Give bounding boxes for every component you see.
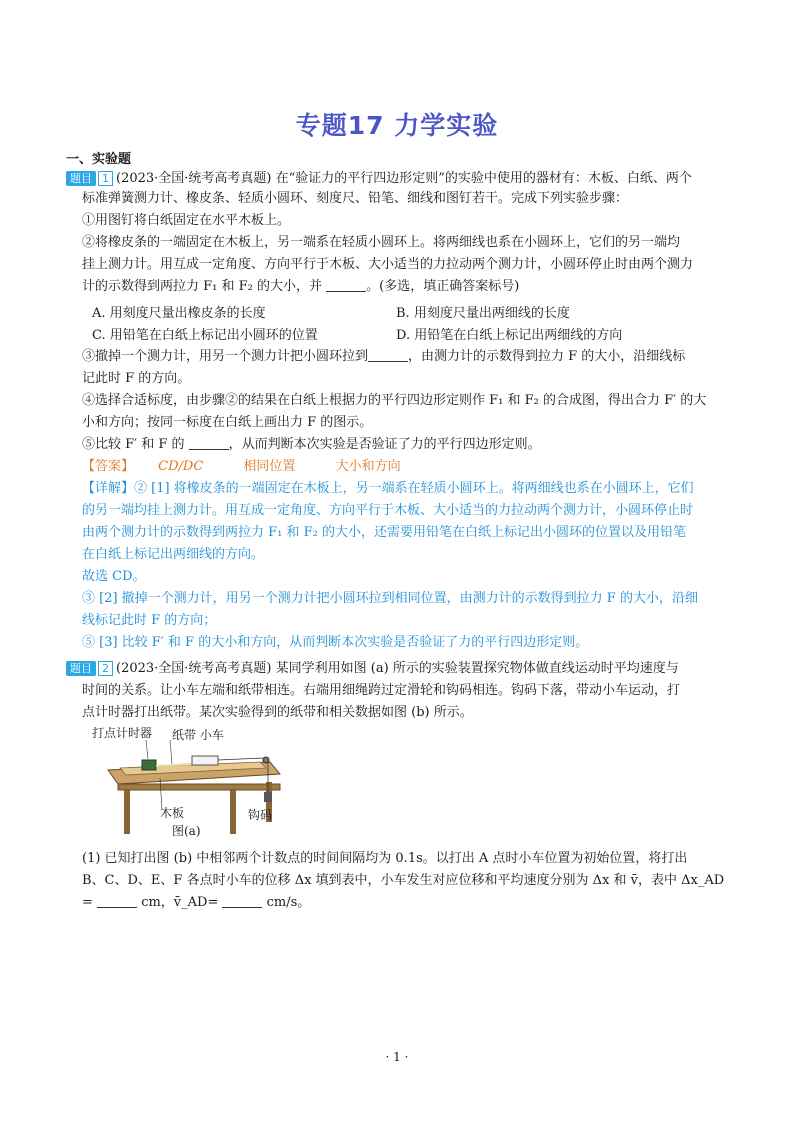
- q2-sub-3: = cm，v̄_AD= cm/s。: [82, 895, 311, 910]
- q1-line-2: 标准弹簧测力计、橡皮条、轻质小圆环、刻度尺、铅笔、细线和图钉若干。完成下列实验步骤：: [82, 191, 629, 206]
- option-c: C. 用铅笔在白纸上标记出小圆环的位置: [92, 328, 318, 343]
- answer-blank[interactable]: [326, 279, 366, 292]
- answer-blank[interactable]: [189, 437, 229, 450]
- detail-line-4: 在白纸上标记出两细线的方向。: [82, 547, 265, 562]
- detail-line-8: ⑤ [3] 比较 F′ 和 F 的大小和方向，从而判断本次实验是否验证了力的平行四边形定则。: [82, 635, 589, 650]
- q1-step-3: ③撤掉一个测力计，用另一个测力计把小圆环拉到 ，由测力计的示数得到拉力 F 的大小，沿细线标: [82, 349, 686, 364]
- q1-step-5: ⑤比较 F′ 和 F 的 ，从而判断本次实验是否验证了力的平行四边形定则。: [82, 437, 541, 452]
- answer-blank[interactable]: [97, 895, 137, 908]
- figure-a: [92, 722, 290, 840]
- option-b: B. 用刻度尺量出两细线的长度: [396, 306, 570, 321]
- q2-line-3: 点计时器打出纸带。某次实验得到的纸带和相关数据如图 (b) 所示。: [82, 705, 473, 720]
- detail-line-3: 由两个测力计的示数得到两拉力 F₁ 和 F₂ 的大小，还需要用铅笔在白纸上标记出小圆环的位置以及用铅笔: [82, 525, 686, 540]
- option-a: A. 用刻度尺量出橡皮条的长度: [92, 306, 266, 321]
- q2-text: (2023·全国·统考高考真题) 某同学利用如图 (a) 所示的实验装置探究物体做直线运动时平均速度与: [116, 661, 679, 676]
- q1-step-3-cont: 记此时 F 的方向。: [82, 371, 191, 386]
- question-number: 1: [98, 171, 113, 186]
- figure-caption: 图(a): [172, 824, 201, 838]
- detail-line-2: 的另一端均挂上测力计。用互成一定角度、方向平行于木板、大小适当的力拉动两个测力计，小圆环停止时: [82, 503, 694, 518]
- label-timer: 打点计时器: [92, 726, 153, 740]
- question-tag: 题目: [66, 661, 96, 676]
- label-weight: 钩码: [248, 808, 273, 822]
- q2-sub-1: (1) 已知打出图 (b) 中相邻两个计数点的时间间隔均为 0.1s。以打出 A 点时小车位置为初始位置，将打出: [82, 851, 688, 866]
- answer-blank[interactable]: [368, 349, 408, 362]
- q1-line-1: [66, 170, 692, 188]
- q1-step-2-end: 计的示数得到两拉力 F₁ 和 F₂ 的大小，并 。(多选，填正确答案标号): [82, 279, 520, 294]
- page-number: · 1 ·: [385, 1050, 409, 1064]
- detail-line-7: 线标记此时 F 的方向；: [82, 613, 217, 628]
- q2-line-2: 时间的关系。让小车左端和纸带相连。右端用细绳跨过定滑轮和钩码相连。钩码下落，带动小车运动，打: [82, 683, 681, 698]
- q1-step-2: ②将橡皮条的一端固定在木板上，另一端系在轻质小圆环上。将两细线也系在小圆环上，它们的另一端均: [82, 235, 681, 250]
- q1-step-4: ④选择合适标度，由步骤②的结果在白纸上根据力的平行四边形定则作 F₁ 和 F₂ 的合成图，得出合力 F′ 的大: [82, 393, 707, 408]
- answer-line: [82, 458, 401, 476]
- question-number: 2: [98, 661, 113, 676]
- q1-step-1: ①用图钉将白纸固定在水平木板上。: [82, 213, 291, 228]
- detail-line-1: 【详解】② [1] 将橡皮条的一端固定在木板上，另一端系在轻质小圆环上。将两细线也系在小圆环上，它们: [82, 481, 694, 496]
- page-title: 专题17 力学实验: [295, 111, 499, 140]
- detail-line-5: 故选 CD。: [82, 569, 146, 584]
- answer-1: CD/DC: [158, 459, 204, 474]
- q1-step-2-cont: 挂上测力计。用互成一定角度、方向平行于木板、大小适当的力拉动两个测力计，小圆环停止时由两个测力: [82, 257, 694, 272]
- answer-blank[interactable]: [222, 895, 262, 908]
- q2-line-1: [66, 660, 679, 678]
- label-board: 木板: [160, 806, 185, 820]
- answer-3: 大小和方向: [335, 459, 401, 474]
- q2-sub-2: B、C、D、E、F 各点时小车的位移 Δx 填到表中，小车发生对应位移和平均速度分别为 Δx 和 v̄，表中 Δx_AD: [82, 873, 725, 888]
- q1-step-4-cont: 小和方向；按同一标度在白纸上画出力 F 的图示。: [82, 415, 373, 430]
- answer-2: 相同位置: [243, 459, 296, 474]
- label-tape-cart: 纸带 小车: [172, 728, 224, 742]
- detail-line-6: ③ [2] 撤掉一个测力计，用另一个测力计把小圆环拉到相同位置，由测力计的示数得到拉力 F 的大小，沿细: [82, 591, 698, 606]
- q1-text: (2023·全国·统考高考真题) 在“验证力的平行四边形定则”的实验中使用的器材有：木板、白纸、两个: [116, 171, 692, 186]
- answer-label: 【答案】: [82, 459, 135, 474]
- option-d: D. 用铅笔在白纸上标记出两细线的方向: [396, 328, 623, 343]
- question-tag: 题目: [66, 171, 96, 186]
- section-heading: 一、实验题: [66, 152, 132, 167]
